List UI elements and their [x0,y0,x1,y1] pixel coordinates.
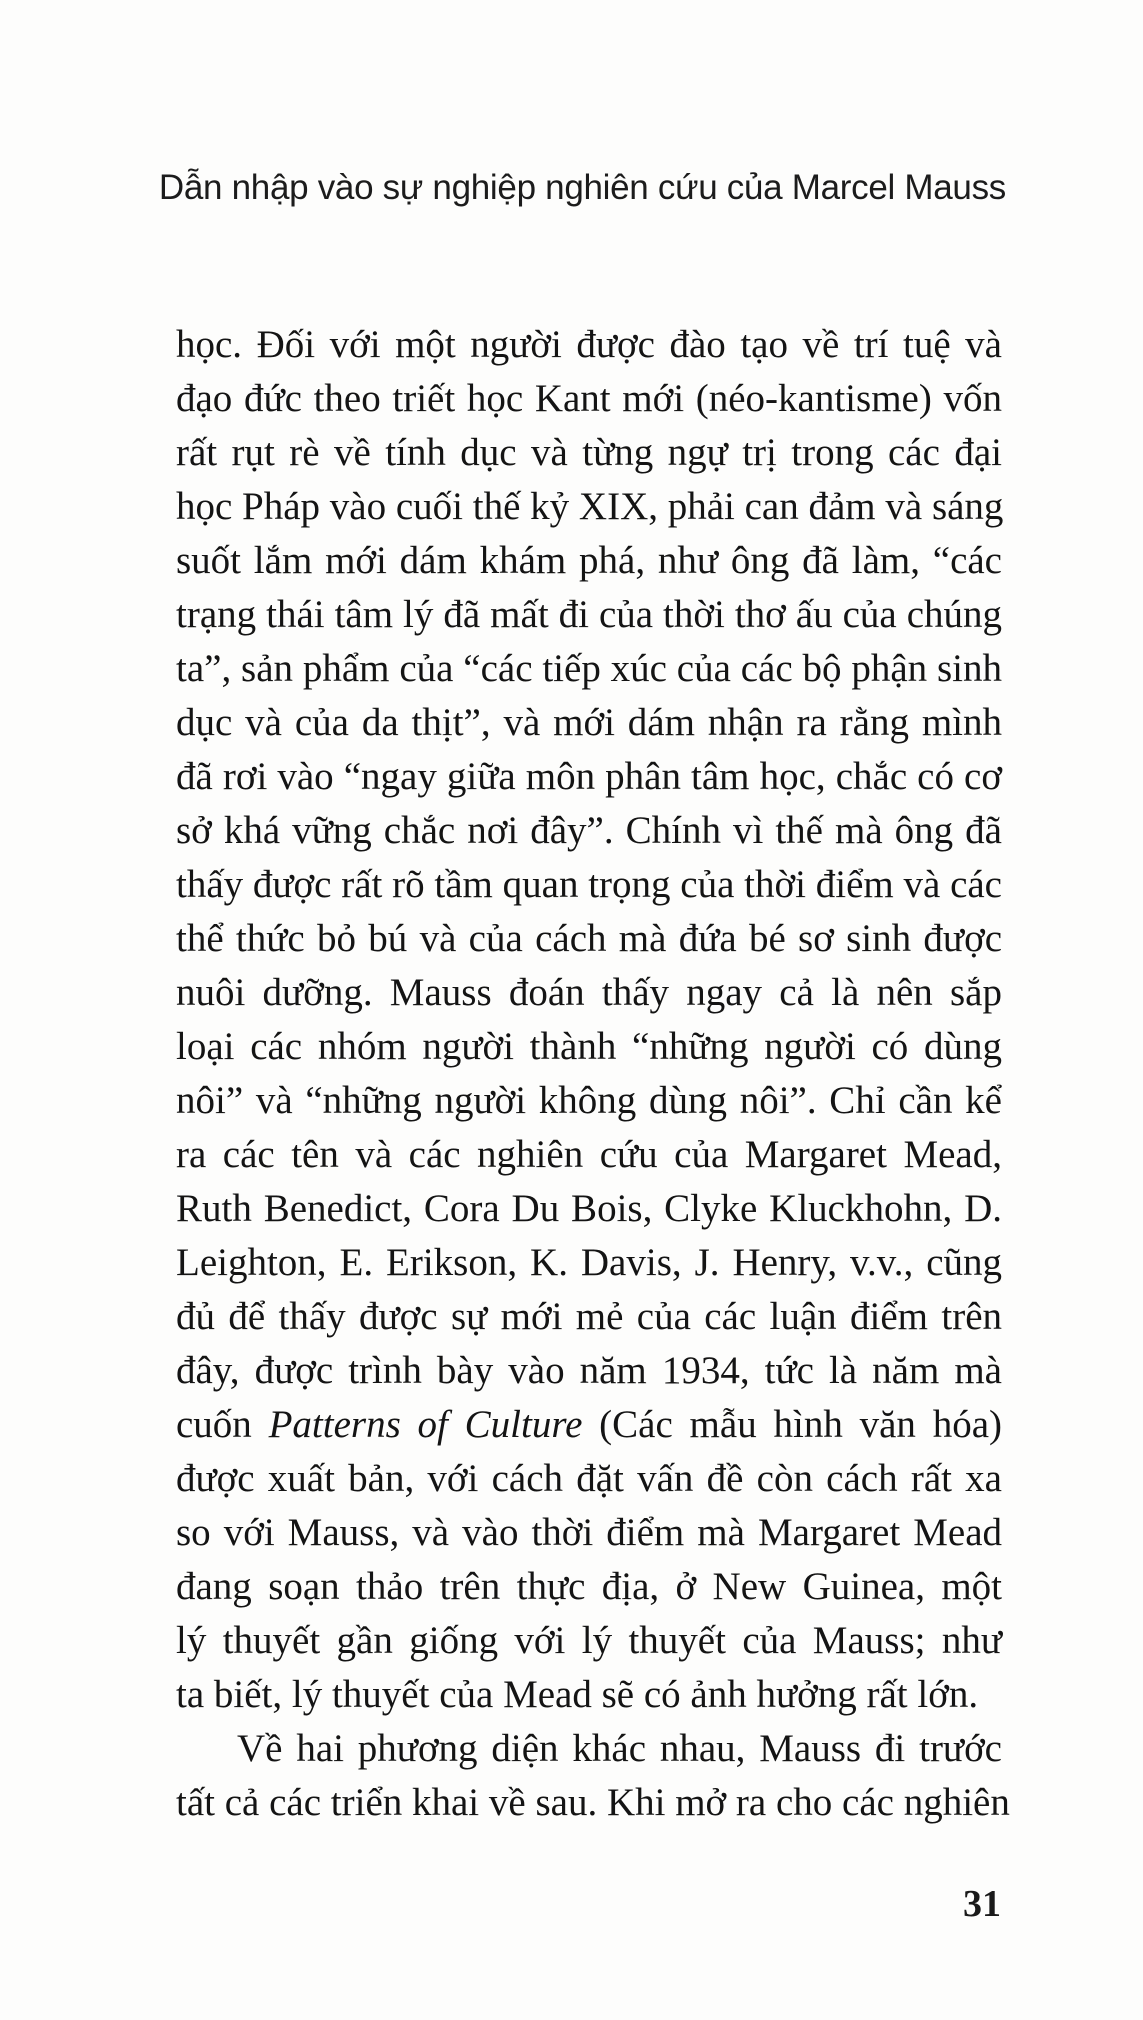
text-line: đủ để thấy được sự mới mẻ của các luận điểm trên [176,1295,1002,1338]
text-line: rất rụt rè về tính dục và từng ngự trị trong các đại [176,431,1002,474]
text-line: dục và của da thịt”, và mới dám nhận ra rằng mình [176,701,1002,744]
text-line: loại các nhóm người thành “những người có dùng [176,1025,1002,1068]
text-fragment: cuốn [176,1403,269,1446]
text-line: trạng thái tâm lý đã mất đi của thời thơ ấu của chúng [176,593,1002,636]
text-line: sở khá vững chắc nơi đây”. Chính vì thế mà ông đã [176,809,1002,852]
text-line: đây, được trình bày vào năm 1934, tức là năm mà [176,1349,1002,1392]
text-line: được xuất bản, với cách đặt vấn đề còn cách rất xa [176,1457,1002,1500]
text-line: nuôi dưỡng. Mauss đoán thấy ngay cả là nên sắp [176,971,1002,1014]
text-fragment: (Các mẫu hình văn hóa) [582,1403,1002,1446]
body-paragraph-1 [176,318,1002,1722]
text-line: tất cả các triển khai về sau. Khi mở ra cho các nghiên [176,1781,1010,1824]
book-title: Patterns of Culture [268,1403,583,1446]
text-line: Ruth Benedict, Cora Du Bois, Clyke Kluckhohn, D. [176,1187,1002,1230]
text-line: học. Đối với một người được đào tạo về trí tuệ và [176,323,1002,366]
text-line: ta biết, lý thuyết của Mead sẽ có ảnh hưởng rất lớn. [176,1673,979,1716]
text-line: đang soạn thảo trên thực địa, ở New Guinea, một [176,1565,1002,1608]
running-header: Dẫn nhập vào sự nghiệp nghiên cứu của Marcel Mauss [158,168,1006,207]
text-line: đã rơi vào “ngay giữa môn phân tâm học, chắc có cơ [176,755,1002,798]
text-line: thấy được rất rõ tầm quan trọng của thời điểm và các [176,863,1002,906]
page-number: 31 [963,1883,1001,1925]
text-line: Leighton, E. Erikson, K. Davis, J. Henry, v.v., cũng [176,1241,1002,1284]
text-line: suốt lắm mới dám khám phá, như ông đã làm, “các [176,539,1002,582]
text-line: Về hai phương diện khác nhau, Mauss đi trước [237,1727,1002,1770]
text-line: ra các tên và các nghiên cứu của Margaret Mead, [176,1133,1002,1176]
body-paragraph-2 [176,1722,1010,1830]
text-line: so với Mauss, và vào thời điểm mà Margaret Mead [176,1511,1002,1554]
text-line: nôi” và “những người không dùng nôi”. Chỉ cần kể [176,1079,1002,1122]
text-line: học Pháp vào cuối thế kỷ XIX, phải can đảm và sáng [176,485,1004,528]
text-line: thể thức bỏ bú và của cách mà đứa bé sơ sinh được [176,917,1002,960]
text-line: lý thuyết gần giống với lý thuyết của Mauss; như [176,1619,1002,1662]
text-line: ta”, sản phẩm của “các tiếp xúc của các bộ phận sinh [176,647,1002,690]
text-line-with-book-title [176,1398,1002,1452]
text-line: đạo đức theo triết học Kant mới (néo-kantisme) vốn [176,377,1002,420]
